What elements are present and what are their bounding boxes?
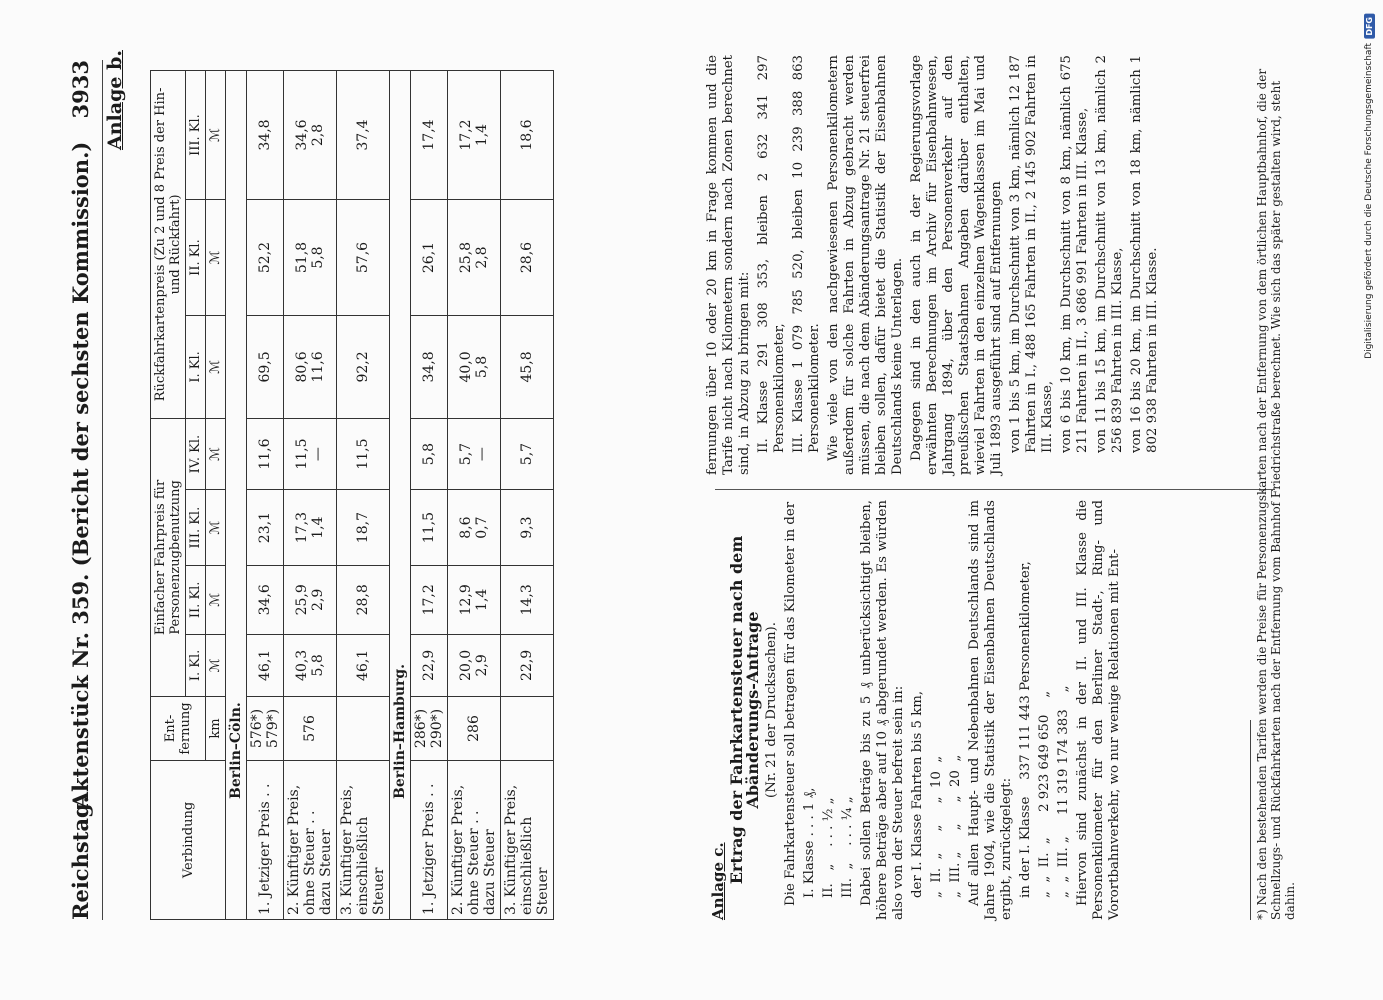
price-cell: 28,8 [337, 565, 390, 634]
price-cell: 18,7 [337, 490, 390, 566]
price-cell: 14,3 [501, 565, 554, 634]
footnote-rule [1250, 720, 1251, 920]
price-cell: 5,7 [501, 418, 554, 489]
price-cell: 46,1 [337, 634, 390, 696]
price-cell: 46,1 [247, 634, 284, 696]
price-cell: 22,9 [501, 634, 554, 696]
list-item: von 11 bis 15 km, im Durchschnitt von 13 km, nämlich 2 256 839 Fahrten in III. Klasse, [1094, 55, 1125, 453]
paragraph: fernungen über 10 oder 20 km in Frage kommen und die Tarife nicht nach Kilometern sondern nach Zonen berechnet sind, in Abzug zu bringen mit: [705, 55, 752, 475]
col-verbindung: Verbindung [151, 761, 226, 920]
price-cell: 23,1 [247, 490, 284, 566]
price-cell: 11,6 [247, 418, 284, 489]
col-rueck: Rückfahrkartenpreis (Zu 2 und 8 Preis der Hin- und Rückfahrt) [151, 71, 186, 419]
list-item: III. Klasse 1 079 785 520, bleiben 10 239 388 863 Personenkilometer. [791, 55, 822, 453]
price-cell: 40,0 5,8 [448, 316, 501, 419]
list-item: II. „ . . . ½ „ [821, 797, 836, 898]
list-item: der I. Klasse Fahrten bis 5 km, [910, 690, 925, 898]
class-header: III. Kl. [186, 71, 206, 200]
currency-unit: ℳ [206, 71, 226, 200]
anlage-c-label: Anlage c. [709, 842, 727, 920]
col-einfach: Einfacher Fahrpreis für Personenzugbenutzung [151, 418, 186, 696]
table-row [501, 71, 554, 920]
table-row [448, 71, 501, 920]
price-cell: 17,3 1,4 [284, 490, 337, 566]
sidebar-credit [1361, 14, 1377, 984]
price-cell: 17,4 [411, 71, 448, 200]
price-cell: 9,3 [501, 490, 554, 566]
price-cell: 17,2 1,4 [448, 71, 501, 200]
row-label: 3. Künftiger Preis, einschließlich Steuer [337, 761, 390, 920]
price-cell: 22,9 [411, 634, 448, 696]
anlage-b-label: Anlage b. [104, 50, 126, 150]
price-cell: 11,5 [337, 418, 390, 489]
distance-cell: 286*) 290*) [411, 697, 448, 761]
price-cell: 40,3 5,8 [284, 634, 337, 696]
price-cell: 80,6 11,6 [284, 316, 337, 419]
distance-list [1008, 55, 1161, 475]
dfg-logo: DFG [1364, 14, 1375, 39]
price-cell: 69,5 [247, 316, 284, 419]
footnote: *) Nach den bestehenden Tarifen werden die Preise für Personenzugskarten nach der Entfernung von dem örtlichen Hauptbahnhof, die der Schnellzugs- und Rückfahrkarten nach der Entfernung vom Bahnhof Friedrichstraße berechnet. Wie sich das später gestalten wird, steht dahin. [1255, 68, 1297, 920]
price-cell: 11,5 — [284, 418, 337, 489]
group-row [226, 71, 247, 920]
list-item: von 6 bis 10 km, im Durchschnitt von 8 km, nämlich 675 211 Fahrten in II., 3 686 991 Fahrten in III. Klasse, [1059, 55, 1090, 453]
class-header: III. Kl. [186, 490, 206, 566]
row-label: 2. Künftiger Preis, ohne Steuer . . dazu Steuer [448, 761, 501, 920]
price-cell: 17,2 [411, 565, 448, 634]
class-header: I. Kl. [186, 316, 206, 419]
anlage-c-column-left [710, 500, 1126, 920]
price-cell: 25,8 2,8 [448, 200, 501, 316]
currency-unit: ℳ [206, 490, 226, 566]
price-cell: 52,2 [247, 200, 284, 316]
currency-unit: ℳ [206, 200, 226, 316]
row-label: 2. Künftiger Preis, ohne Steuer . . dazu Steuer [284, 761, 337, 920]
paragraph: Auf allen Haupt- und Nebenbahnen Deutschlands sind im Jahre 1904, wie die Statistik der Eisenbahnen Deutschlands ergibt, zurückgelegt: [967, 500, 1014, 920]
price-cell: 8,6 0,7 [448, 490, 501, 566]
price-cell: 34,8 [247, 71, 284, 200]
price-cell: 51,8 5,8 [284, 200, 337, 316]
currency-unit: ℳ [206, 316, 226, 419]
header-title: Aktenstück Nr. 359. (Bericht der sechsten Kommission.) [67, 141, 93, 809]
list-item: in der I. Klasse 337 111 443 Personenkilometer, [1018, 561, 1033, 898]
price-cell: 34,6 [247, 565, 284, 634]
table-row [247, 71, 284, 920]
table-row [284, 71, 337, 920]
distance-cell [501, 697, 554, 761]
price-cell: 25,9 2,9 [284, 565, 337, 634]
row-label: 1. Jetziger Preis . . [247, 761, 284, 920]
price-cell: 37,4 [337, 71, 390, 200]
group-name: Berlin–Hamburg. [390, 71, 411, 920]
list-item: I. Klasse . . . 1 ₰, [802, 787, 817, 898]
anlage-c-subtitle: (Nr. 21 der Drucksachen). [764, 622, 779, 798]
paragraph: Hiervon sind zunächst in der II. und III. Klasse die Personenkilometer für den Berliner Stadt-, Ring- und Vorortbahnverkehr, wo nur wenige Relationen mit Ent- [1075, 500, 1122, 920]
list-item: „ II. „ „ „ 10 „ [929, 755, 944, 898]
paragraph: Die Fahrkartensteuer soll betragen für das Kilometer in der [783, 501, 798, 906]
fare-body [226, 71, 554, 920]
currency-unit: ℳ [206, 634, 226, 696]
price-cell: 57,6 [337, 200, 390, 316]
rate-list [802, 500, 856, 920]
km-list [1018, 500, 1072, 920]
anlage-c-title: Ertrag der Fahrkartensteuer nach dem Abänderungs-Antrage [727, 535, 762, 885]
paragraph: Wie viele von den nachgewiesenen Personenkilometern außerdem für solche Fahrten in Abzug gebracht werden müssen, die nach dem Abänderungsantrage Nr. 21 steuerfrei bleiben sollen, dafür bietet die Statistik der Eisenbahnen Deutschlands keine Unterlagen. [826, 55, 905, 475]
list-item: „ „ III. „ 11 319 174 383 „ [1056, 685, 1071, 898]
row-label: 1. Jetziger Preis . . [411, 761, 448, 920]
price-cell: 18,6 [501, 71, 554, 200]
class-header: IV. Kl. [186, 418, 206, 489]
class-header: II. Kl. [186, 200, 206, 316]
list-item: „ „ II. „ 2 923 649 650 „ [1037, 690, 1052, 898]
distance-cell: 576 [284, 697, 337, 761]
price-cell: 5,7 — [448, 418, 501, 489]
group-name: Berlin–Cöln. [226, 71, 247, 920]
price-cell: 34,6 2,8 [284, 71, 337, 200]
list-item: von 16 bis 20 km, im Durchschnitt von 18 km, nämlich 1 802 938 Fahrten in III. Klasse. [1129, 55, 1160, 453]
km-unit: km [206, 697, 226, 761]
price-cell: 11,5 [411, 490, 448, 566]
list-item: III. „ . . . ¼ „ [840, 796, 855, 898]
price-cell: 20,0 2,9 [448, 634, 501, 696]
table-row [411, 71, 448, 920]
anlage-c-column-right [705, 55, 1164, 475]
column-divider [715, 489, 1275, 490]
deduction-list [756, 55, 823, 475]
price-cell: 45,8 [501, 316, 554, 419]
col-entfernung: Ent- fernung [151, 697, 206, 761]
paragraph: Dabei sollen Beträge bis zu 5 ₰ unberücksichtigt bleiben, höhere Beträge aber auf 10 ₰ abgerundet werden. Es würden also von der Steuer befreit sein in: [859, 500, 906, 920]
list-item: „ III. „ „ „ 20 „ [948, 754, 963, 898]
distance-cell [337, 697, 390, 761]
distance-cell: 576*) 579*) [247, 697, 284, 761]
price-cell: 12,9 1,4 [448, 565, 501, 634]
page-header [60, 60, 100, 920]
price-cell: 26,1 [411, 200, 448, 316]
currency-unit: ℳ [206, 565, 226, 634]
table-row [337, 71, 390, 920]
currency-unit: ℳ [206, 418, 226, 489]
class-header: I. Kl. [186, 634, 206, 696]
row-label: 3. Künftiger Preis, einschließlich Steuer [501, 761, 554, 920]
list-item: von 1 bis 5 km, im Durchschnitt von 3 km, nämlich 12 187 Fahrten in I., 488 165 Fahrten in II., 2 145 902 Fahrten in III. Klasse, [1008, 55, 1055, 453]
list-item: II. Klasse 291 308 353, bleiben 2 632 341 297 Personenkilometer, [756, 55, 787, 453]
header-left: Reichstag. [67, 796, 93, 920]
price-cell: 92,2 [337, 316, 390, 419]
class-header: II. Kl. [186, 565, 206, 634]
price-cell: 34,8 [411, 316, 448, 419]
exemption-list [910, 500, 964, 920]
price-cell: 5,8 [411, 418, 448, 489]
distance-cell: 286 [448, 697, 501, 761]
price-cell: 28,6 [501, 200, 554, 316]
fare-table [150, 70, 554, 920]
paragraph: Dagegen sind in den auch in der Regierungsvorlage erwähnten Berechnungen im Archiv für Eisenbahnwesen, Jahrgang 1894, über den Personenverkehr auf den preußischen Staatsbahnen Angaben darüber enthalten, wieviel Fahrten in den einzelnen Wagenklassen im Mai und Juli 1893 ausgeführt sind auf Entfernungen [909, 55, 1004, 475]
page-number: 3933 [67, 60, 93, 119]
digitization-credit: Digitalisierung gefördert durch die Deutsche Forschungsgemeinschaft [1364, 42, 1374, 359]
header-rule [102, 60, 103, 920]
group-row [390, 71, 411, 920]
